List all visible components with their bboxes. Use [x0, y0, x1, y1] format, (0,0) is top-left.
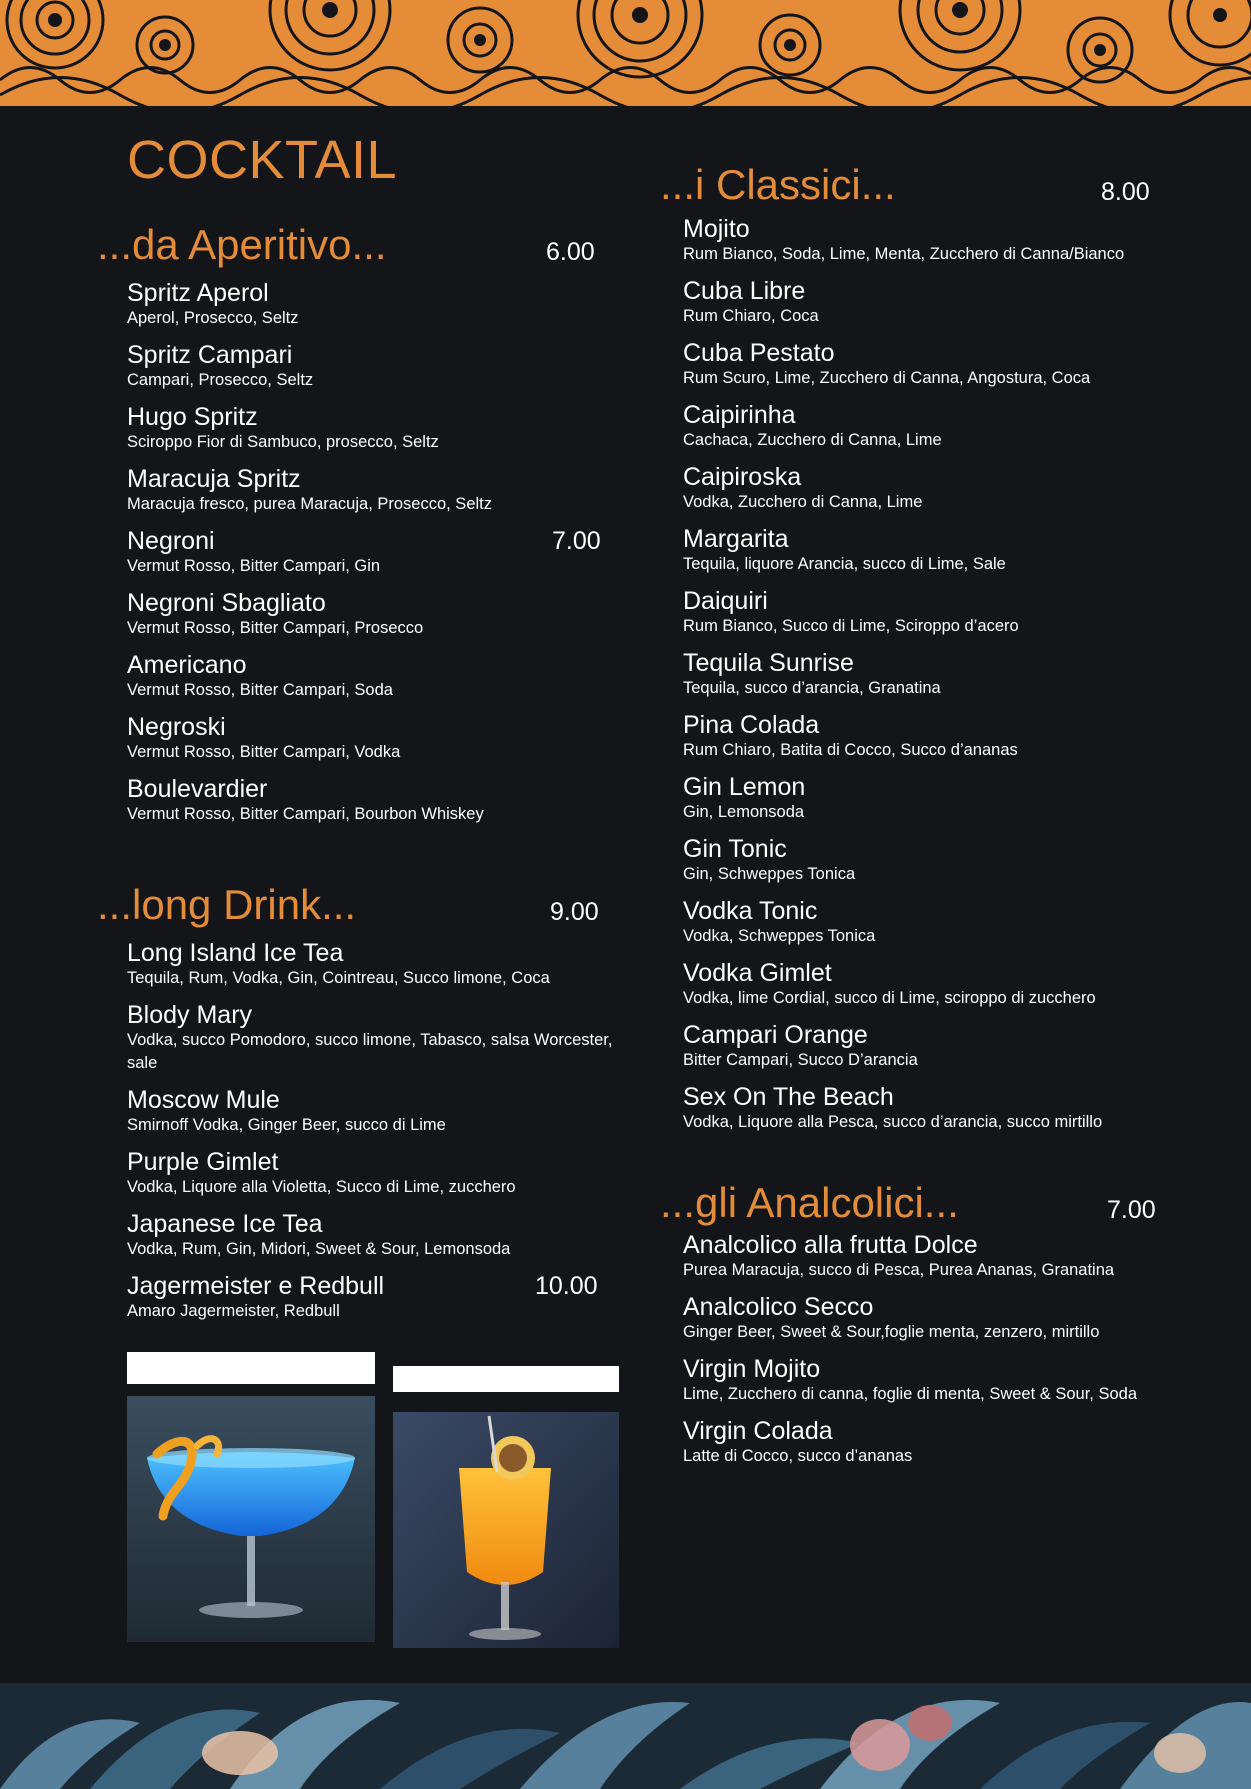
- item-desc: Lime, Zucchero di canna, foglie di menta, Sweet & Sour, Soda: [683, 1385, 1138, 1403]
- item-desc: Maracuja fresco, purea Maracuja, Prosecco, Seltz: [127, 495, 492, 513]
- item-desc: Rum Chiaro, Coca: [683, 307, 819, 325]
- item-name: Americano: [127, 651, 247, 679]
- item-desc: Gin, Schweppes Tonica: [683, 865, 856, 883]
- item-desc: Latte di Cocco, succo d’ananas: [683, 1447, 913, 1465]
- section-title: ...long Drink...: [97, 881, 357, 928]
- item-desc: Vodka, succo Pomodoro, succo limone, Tabasco, salsa Worcester, sale: [127, 1031, 613, 1072]
- item-desc: Vodka, Liquore alla Pesca, succo d’arancia, succo mirtillo: [683, 1113, 1103, 1131]
- orange-cocktail-photo: [393, 1412, 619, 1648]
- section-title: ...i Classici...: [660, 161, 896, 208]
- photo-label-strip: [127, 1352, 375, 1384]
- item-desc: Aperol, Prosecco, Seltz: [127, 309, 299, 327]
- item-name: Blody Mary: [127, 1001, 253, 1029]
- item-desc: Cachaca, Zucchero di Canna, Lime: [683, 431, 942, 449]
- blue-cocktail-photo: [127, 1396, 375, 1642]
- blue-cocktail-photo-card: [127, 1352, 375, 1642]
- item-name: Margarita: [683, 525, 789, 553]
- section-price: 6.00: [546, 238, 595, 266]
- menu-item: [683, 1294, 1153, 1344]
- menu-item: [127, 342, 607, 392]
- item-price: 10.00: [535, 1272, 598, 1300]
- item-desc: Tequila, liquore Arancia, succo di Lime, Sale: [683, 555, 1006, 573]
- menu-item: [683, 1232, 1153, 1282]
- mandala-pattern: [0, 0, 1251, 106]
- item-desc: Rum Scuro, Lime, Zucchero di Canna, Angostura, Coca: [683, 369, 1091, 387]
- item-name: Virgin Mojito: [683, 1355, 821, 1383]
- item-name: Long Island Ice Tea: [127, 939, 344, 967]
- item-name: Vodka Tonic: [683, 897, 818, 925]
- item-name: Gin Lemon: [683, 773, 806, 801]
- item-desc: Vermut Rosso, Bitter Campari, Soda: [127, 681, 393, 699]
- menu-item: [683, 836, 1170, 886]
- item-name: Sex On The Beach: [683, 1083, 894, 1111]
- item-desc: Vodka, Zucchero di Canna, Lime: [683, 493, 923, 511]
- item-desc: Amaro Jagermeister, Redbull: [127, 1302, 340, 1320]
- section-title: ...gli Analcolici...: [660, 1179, 959, 1226]
- item-name: Virgin Colada: [683, 1417, 833, 1445]
- menu-item: [683, 650, 1170, 700]
- menu-item: [127, 280, 607, 330]
- item-name: Campari Orange: [683, 1021, 868, 1049]
- tropical-leaves-pattern: [0, 1683, 1251, 1789]
- item-desc: Vodka, Liquore alla Violetta, Succo di Lime, zucchero: [127, 1178, 516, 1196]
- item-name: Cuba Libre: [683, 277, 806, 305]
- item-desc: Vermut Rosso, Bitter Campari, Prosecco: [127, 619, 424, 637]
- item-name: Gin Tonic: [683, 835, 787, 863]
- item-desc: Vermut Rosso, Bitter Campari, Gin: [127, 557, 381, 575]
- item-name: Moscow Mule: [127, 1086, 280, 1114]
- menu-item: [127, 1273, 637, 1323]
- menu-item: [127, 714, 607, 764]
- menu-item: [683, 1356, 1153, 1406]
- menu-item: [683, 1084, 1170, 1134]
- menu-item: [127, 1211, 637, 1261]
- item-name: Purple Gimlet: [127, 1148, 279, 1176]
- page-title: COCKTAIL: [127, 130, 398, 190]
- menu-item: [683, 216, 1170, 266]
- item-name: Pina Colada: [683, 711, 820, 739]
- item-desc: Vodka, Schweppes Tonica: [683, 927, 876, 945]
- item-desc: Campari, Prosecco, Seltz: [127, 371, 314, 389]
- item-name: Mojito: [683, 215, 750, 243]
- section-long-drink: [97, 881, 637, 1335]
- item-name: Analcolico Secco: [683, 1293, 874, 1321]
- item-price: 7.00: [552, 527, 601, 555]
- menu-item: [683, 898, 1170, 948]
- item-desc: Tequila, Rum, Vodka, Gin, Cointreau, Succo limone, Coca: [127, 969, 550, 987]
- menu-item: [683, 278, 1170, 328]
- section-aperitivo: [97, 221, 607, 838]
- menu-item: [127, 1149, 637, 1199]
- item-name: Spritz Aperol: [127, 279, 269, 307]
- item-name: Negroni Sbagliato: [127, 589, 326, 617]
- item-name: Caipirinha: [683, 401, 796, 429]
- item-name: Negroski: [127, 713, 226, 741]
- item-name: Analcolico alla frutta Dolce: [683, 1231, 978, 1259]
- menu-item: [127, 528, 607, 578]
- menu-item: [683, 960, 1170, 1010]
- item-desc: Ginger Beer, Sweet & Sour,foglie menta, zenzero, mirtillo: [683, 1323, 1100, 1341]
- menu-item: [127, 590, 607, 640]
- menu-item: [127, 652, 607, 702]
- menu-item: [683, 464, 1170, 514]
- menu-item: [127, 1002, 637, 1075]
- section-price: 8.00: [1101, 178, 1150, 206]
- menu-item: [683, 712, 1170, 762]
- item-desc: Rum Bianco, Soda, Lime, Menta, Zucchero di Canna/Bianco: [683, 245, 1125, 263]
- item-name: Negroni: [127, 527, 215, 555]
- menu-item: [683, 402, 1170, 452]
- menu-item: [683, 774, 1170, 824]
- item-name: Maracuja Spritz: [127, 465, 301, 493]
- item-desc: Vodka, lime Cordial, succo di Lime, sciroppo di zucchero: [683, 989, 1096, 1007]
- menu-item: [127, 466, 607, 516]
- section-price: 7.00: [1107, 1196, 1156, 1224]
- menu-item: [127, 776, 607, 826]
- decorative-bottom-band: [0, 1683, 1251, 1789]
- item-desc: Rum Chiaro, Batita di Cocco, Succo d’ananas: [683, 741, 1018, 759]
- menu-item: [127, 404, 607, 454]
- item-name: Hugo Spritz: [127, 403, 258, 431]
- section-title: ...da Aperitivo...: [97, 221, 387, 268]
- item-name: Daiquiri: [683, 587, 768, 615]
- section-analcolici: [660, 1179, 1170, 1480]
- section-classici: [660, 161, 1170, 1146]
- menu-item: [683, 526, 1170, 576]
- item-desc: Vodka, Rum, Gin, Midori, Sweet & Sour, Lemonsoda: [127, 1240, 511, 1258]
- item-name: Boulevardier: [127, 775, 268, 803]
- item-desc: Vermut Rosso, Bitter Campari, Vodka: [127, 743, 401, 761]
- menu-item: [683, 340, 1170, 390]
- item-desc: Bitter Campari, Succo D’arancia: [683, 1051, 918, 1069]
- menu-item: [127, 1087, 637, 1137]
- item-desc: Gin, Lemonsoda: [683, 803, 805, 821]
- section-price: 9.00: [550, 898, 599, 926]
- orange-cocktail-photo-card: [393, 1366, 619, 1648]
- item-name: Cuba Pestato: [683, 339, 835, 367]
- item-desc: Rum Bianco, Succo di Lime, Sciroppo d’acero: [683, 617, 1019, 635]
- menu-item: [683, 1418, 1153, 1468]
- item-desc: Vermut Rosso, Bitter Campari, Bourbon Whiskey: [127, 805, 484, 823]
- item-desc: Sciroppo Fior di Sambuco, prosecco, Seltz: [127, 433, 439, 451]
- item-name: Jagermeister e Redbull: [127, 1272, 385, 1300]
- menu-item: [127, 940, 637, 990]
- item-name: Tequila Sunrise: [683, 649, 854, 677]
- menu-item: [683, 588, 1170, 638]
- item-name: Caipiroska: [683, 463, 802, 491]
- decorative-top-band: [0, 0, 1251, 106]
- item-name: Japanese Ice Tea: [127, 1210, 323, 1238]
- photo-label-strip: [393, 1366, 619, 1392]
- item-name: Vodka Gimlet: [683, 959, 832, 987]
- menu-item: [683, 1022, 1170, 1072]
- item-desc: Purea Maracuja, succo di Pesca, Purea Ananas, Granatina: [683, 1261, 1115, 1279]
- item-name: Spritz Campari: [127, 341, 293, 369]
- item-desc: Smirnoff Vodka, Ginger Beer, succo di Lime: [127, 1116, 446, 1134]
- item-desc: Tequila, succo d’arancia, Granatina: [683, 679, 941, 697]
